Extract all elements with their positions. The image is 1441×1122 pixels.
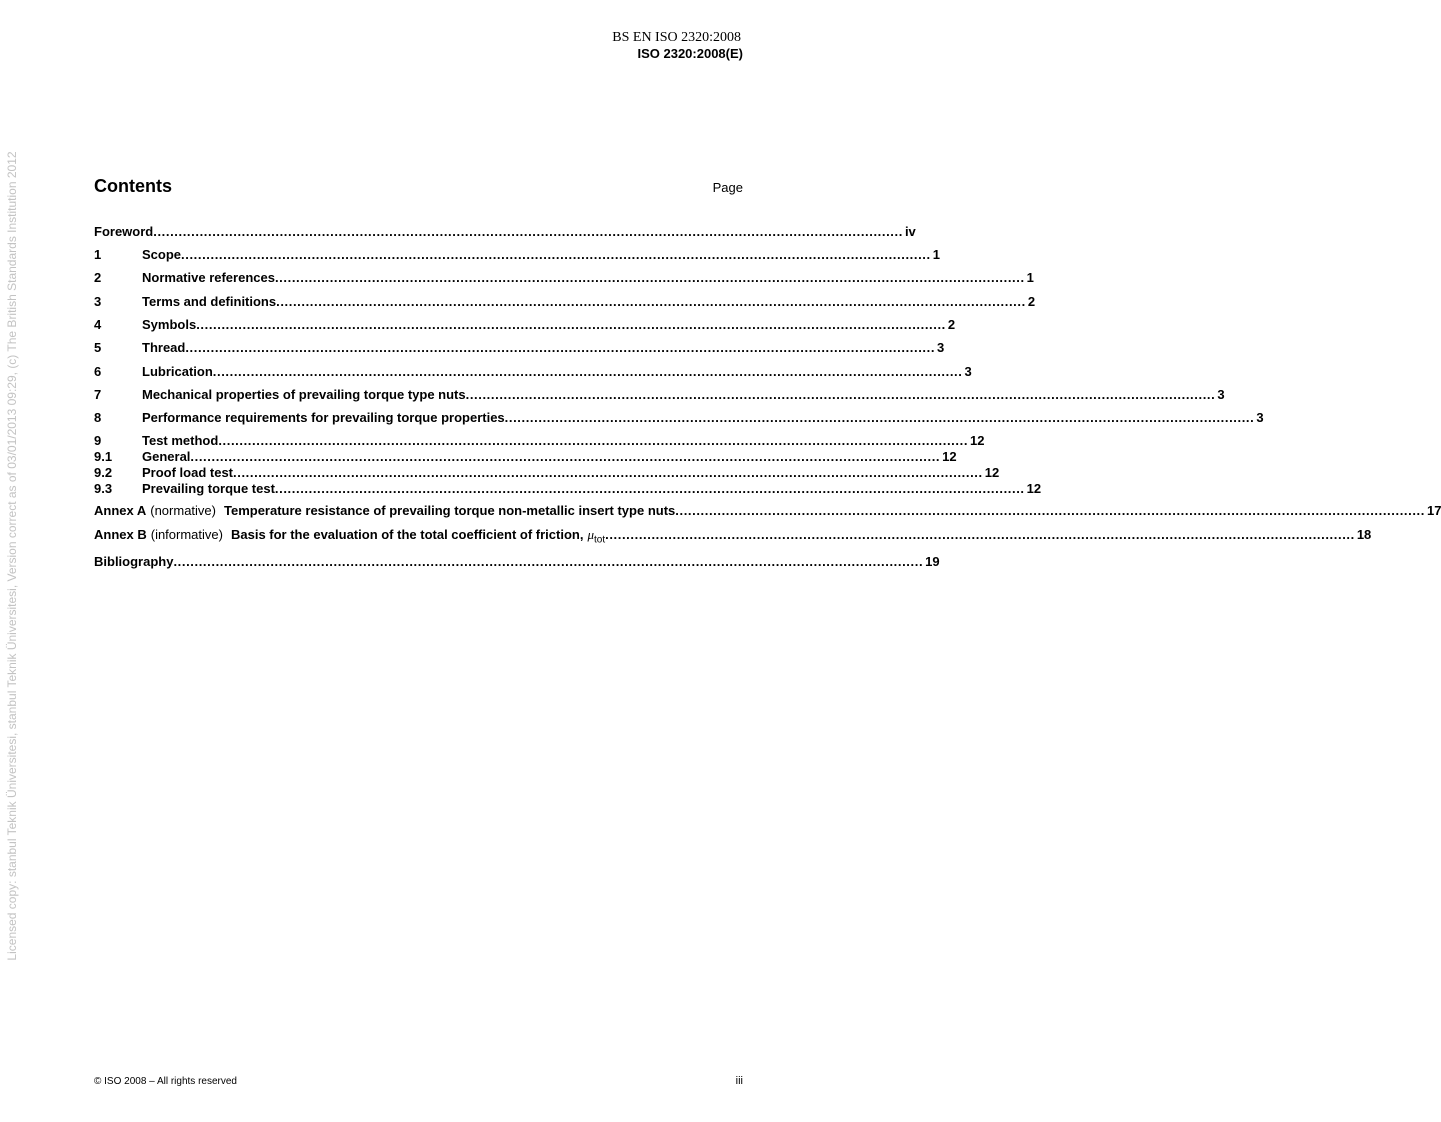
contents-heading: Contents	[94, 176, 172, 196]
toc-leader-dots: ..................................................................................................................................................................................	[274, 270, 1025, 285]
toc-entry-page: 12	[1026, 481, 1042, 496]
toc-entry-page: 3	[937, 340, 945, 355]
toc-entry-title: Lubrication	[142, 364, 213, 379]
friction-coefficient-symbol	[587, 527, 605, 549]
toc-entry-annex-b[interactable]	[94, 527, 1372, 546]
footer-page-number: iii	[735, 1075, 743, 1087]
toc-entry-title: Scope	[142, 247, 182, 262]
toc-entry-title: Test method	[142, 433, 219, 448]
toc-entry-annex-a[interactable]	[94, 503, 1441, 519]
toc-entry-bibliography[interactable]	[94, 554, 940, 570]
toc-entry-foreword[interactable]	[94, 224, 916, 240]
toc-entry-page: 12	[942, 449, 957, 464]
toc-entry-number: 9.2	[94, 465, 113, 480]
toc-entry-title: Basis for the evaluation of the total coefficient of friction,	[230, 527, 584, 542]
toc-entry-title: Normative references	[142, 270, 275, 285]
toc-entry-title: Mechanical properties of prevailing torque type nuts	[142, 387, 466, 402]
toc-entry-page: 18	[1356, 527, 1372, 542]
toc-entry-number: 4	[94, 317, 102, 332]
toc-leader-dots: ..................................................................................................................................................................................	[153, 224, 903, 239]
footer-copyright: © ISO 2008 – All rights reserved	[94, 1076, 237, 1087]
toc-entry-page: 2	[947, 317, 956, 332]
toc-leader-dots: ..................................................................................................................................................................................	[181, 247, 931, 262]
toc-entry-number: 7	[94, 387, 102, 402]
toc-entry-2[interactable]	[94, 270, 1034, 286]
page-column-label: Page	[712, 180, 743, 195]
toc-entry-page: 1	[1026, 270, 1034, 285]
toc-leader-dots: ..................................................................................................................................................................................	[218, 433, 969, 448]
toc-entry-page: iv	[904, 224, 916, 239]
toc-entry-title: General	[142, 449, 191, 464]
toc-entry-6[interactable]	[94, 364, 972, 380]
toc-entry-number: 8	[94, 410, 102, 425]
toc-annex-label: Annex B	[94, 527, 147, 542]
toc-entry-title: Terms and definitions	[142, 294, 277, 309]
toc-entry-9[interactable]	[94, 433, 985, 449]
toc-leader-dots: ..................................................................................................................................................................................	[504, 410, 1255, 425]
toc-entry-page: 3	[1217, 387, 1225, 402]
toc-entry-page: 12	[984, 465, 1000, 480]
toc-entry-page: 1	[932, 247, 940, 262]
mu-symbol: μ	[587, 527, 594, 542]
toc-entry-page: 2	[1027, 294, 1036, 309]
toc-entry-title: Symbols	[142, 317, 197, 332]
toc-entry-9-2[interactable]	[94, 465, 1000, 481]
toc-entry-page: 3	[964, 364, 972, 379]
toc-entry-title: Performance requirements for prevailing torque properties	[142, 410, 505, 425]
toc-entry-number: 2	[94, 270, 102, 285]
toc-entry-page: 19	[925, 554, 940, 569]
toc-entry-page: 17	[1426, 503, 1441, 518]
toc-entry-3[interactable]	[94, 294, 1036, 310]
toc-entry-1[interactable]	[94, 247, 940, 263]
toc-entry-9-1[interactable]	[94, 449, 957, 465]
toc-entry-title: Proof load test	[142, 465, 234, 480]
header-standard-iso: ISO 2320:2008(E)	[637, 46, 743, 61]
toc-annex-label: Annex A	[94, 503, 147, 518]
mu-subscript: tot	[594, 534, 606, 546]
toc-leader-dots: ..................................................................................................................................................................................	[274, 481, 1025, 496]
toc-entry-number: 9.3	[94, 481, 113, 496]
toc-entry-title: Thread	[142, 340, 186, 355]
toc-entry-title: Prevailing torque test	[142, 481, 275, 496]
toc-leader-dots: ..................................................................................................................................................................................	[173, 554, 924, 569]
toc-entry-4[interactable]	[94, 317, 956, 333]
toc-annex-type: (normative)	[150, 503, 216, 518]
toc-entry-number: 1	[94, 247, 102, 262]
toc-entry-title: Temperature resistance of prevailing torque non-metallic insert type nuts	[224, 503, 676, 518]
toc-entry-title: Bibliography	[94, 554, 174, 569]
toc-leader-dots: ..................................................................................................................................................................................	[190, 449, 941, 464]
toc-leader-dots: ..................................................................................................................................................................................	[465, 387, 1216, 402]
toc-annex-type: (informative)	[150, 527, 223, 542]
toc-entry-page: 3	[1256, 410, 1264, 425]
toc-entry-number: 6	[94, 364, 102, 379]
toc-leader-dots: ..................................................................................................................................................................................	[212, 364, 963, 379]
toc-entry-number: 9.1	[94, 449, 113, 464]
toc-entry-number: 9	[94, 433, 102, 448]
header-standard-bs-en: BS EN ISO 2320:2008	[612, 30, 741, 45]
toc-entry-number: 5	[94, 340, 102, 355]
toc-leader-dots: ..................................................................................................................................................................................	[605, 527, 1355, 542]
toc-leader-dots: ..................................................................................................................................................................................	[196, 317, 946, 332]
toc-entry-8[interactable]	[94, 410, 1264, 426]
toc-entry-5[interactable]	[94, 340, 945, 356]
watermark-text: Licensed copy: stanbul Teknik Üniversitesi, stanbul Teknik Üniversitesi, Version correct as of 03/01/2013 09:29, (c) The British Standards Institution 2012	[5, 151, 19, 961]
toc-leader-dots: ..................................................................................................................................................................................	[233, 465, 983, 480]
toc-leader-dots: ..................................................................................................................................................................................	[276, 294, 1026, 309]
toc-entry-7[interactable]	[94, 387, 1225, 403]
toc-leader-dots: ..................................................................................................................................................................................	[185, 340, 936, 355]
toc-entry-9-3[interactable]	[94, 481, 1042, 497]
toc-leader-dots: ..................................................................................................................................................................................	[675, 503, 1425, 518]
toc-entry-page: 12	[970, 433, 985, 448]
toc-entry-title: Foreword	[94, 224, 154, 239]
toc-entry-number: 3	[94, 294, 102, 309]
